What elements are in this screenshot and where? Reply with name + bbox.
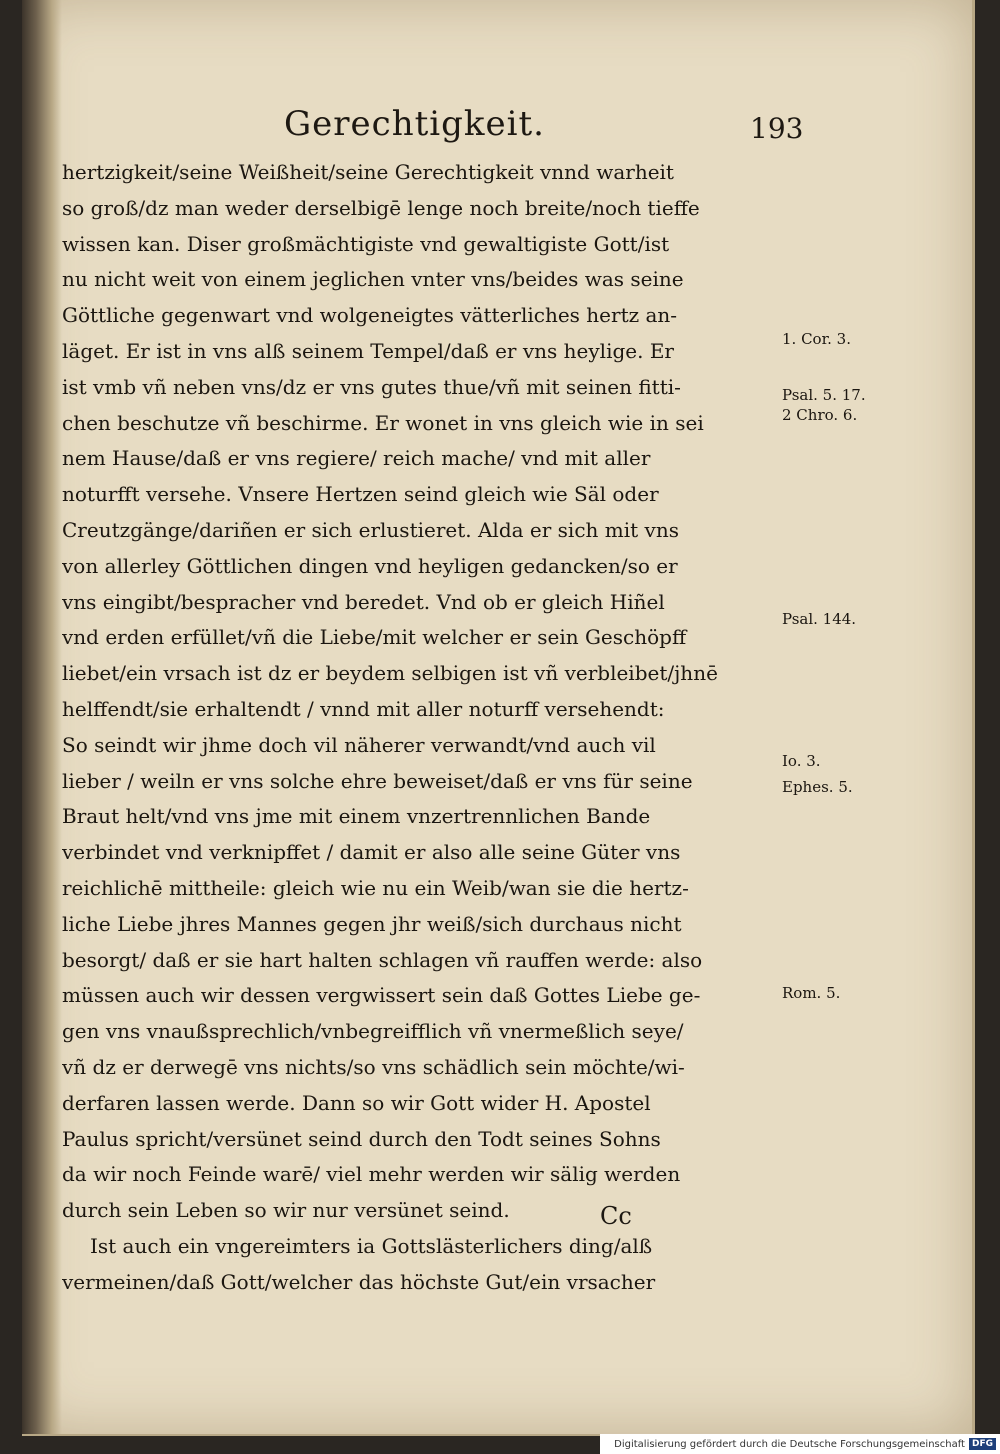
text-line: vermeinen/daß Gott/welcher das höchste Gut/ein vrsacher <box>62 1269 656 1294</box>
margin-note: Ephes. 5. <box>782 778 853 796</box>
text-line: durch sein Leben so wir nur versünet seind. <box>62 1198 510 1223</box>
text-line: gen vns vnaußsprechlich/vnbegreifflich vñ vnermeßlich seye/ <box>62 1019 684 1044</box>
text-line: nu nicht weit von einem jeglichen vnter vns/beides was seine <box>62 267 684 292</box>
margin-note: Io. 3. <box>782 752 821 770</box>
running-title: Gerechtigkeit. <box>284 104 545 144</box>
text-line: lieber / weiln er vns solche ehre beweiset/daß er vns für seine <box>62 768 693 793</box>
text-line: nem Hause/daß er vns regiere/ reich mache/ vnd mit aller <box>62 446 651 471</box>
margin-note: Rom. 5. <box>782 984 841 1002</box>
page-number: 193 <box>750 112 804 145</box>
text-line: ist vmb vñ neben vns/dz er vns gutes thue/vñ mit seinen fitti- <box>62 374 681 399</box>
text-line: vñ dz er derwegē vns nichts/so vns schädlich sein möchte/wi- <box>62 1054 685 1079</box>
text-line: besorgt/ daß er sie hart halten schlagen vñ rauffen werde: also <box>62 947 703 972</box>
text-line: derfaren lassen werde. Dann so wir Gott wider H. Apostel <box>62 1090 651 1115</box>
body-text <box>62 155 802 1301</box>
text-line: Paulus spricht/versünet seind durch den Todt seines Sohns <box>62 1126 661 1151</box>
text-line: so groß/dz man weder derselbigē lenge noch breite/noch tieffe <box>62 195 700 220</box>
text-line: noturfft versehe. Vnsere Hertzen seind gleich wie Säl oder <box>62 482 659 507</box>
text-line: vnd erden erfüllet/vñ die Liebe/mit welcher er sein Geschöpff <box>62 625 687 650</box>
book-spine <box>22 0 62 1434</box>
text-line: reichlichē mittheile: gleich wie nu ein Weib/wan sie die hertz- <box>62 875 689 900</box>
signature-mark: Cc <box>600 1202 632 1230</box>
text-line: vns eingibt/bespracher vnd beredet. Vnd ob er gleich Hiñel <box>62 589 665 614</box>
text-line: hertzigkeit/seine Weißheit/seine Gerechtigkeit vnnd warheit <box>62 160 674 184</box>
text-line: helffendt/sie erhaltendt / vnnd mit aller noturff versehendt: <box>62 696 665 721</box>
margin-note: 2 Chro. 6. <box>782 406 858 424</box>
text-line: wissen kan. Diser großmächtigiste vnd gewaltigiste Gott/ist <box>62 231 670 256</box>
text-line: Ist auch ein vngereimters ia Gottslästerlichers ding/alß <box>90 1233 653 1258</box>
footer-credit: Digitalisierung gefördert durch die Deutsche Forschungsgemeinschaft <box>614 1438 965 1450</box>
text-line: So seindt wir jhme doch vil näherer verwandt/vnd auch vil <box>62 732 656 757</box>
margin-note: 1. Cor. 3. <box>782 330 851 348</box>
text-line: von allerley Göttlichen dingen vnd heyligen gedancken/so er <box>62 553 678 578</box>
dfg-logo: DFG <box>969 1438 996 1450</box>
footer-bar <box>600 1434 1000 1454</box>
margin-note: Psal. 5. 17. <box>782 386 866 404</box>
text-line: liche Liebe jhres Mannes gegen jhr weiß/sich durchaus nicht <box>62 911 682 936</box>
text-line: Göttliche gegenwart vnd wolgeneigtes vätterliches hertz an- <box>62 303 678 328</box>
margin-note: Psal. 144. <box>782 610 857 628</box>
book-page <box>22 0 975 1436</box>
text-line: liebet/ein vrsach ist dz er beydem selbigen ist vñ verbleibet/jhnē <box>62 661 718 686</box>
text-line: läget. Er ist in vns alß seinem Tempel/daß er vns heylige. Er <box>62 338 674 363</box>
text-line: Creutzgänge/dariñen er sich erlustieret. Alda er sich mit vns <box>62 517 679 542</box>
text-line: chen beschutze vñ beschirme. Er wonet in vns gleich wie in sei <box>62 410 704 435</box>
text-line: müssen auch wir dessen vergwissert sein daß Gottes Liebe ge- <box>62 983 701 1008</box>
text-line: verbindet vnd verknipffet / damit er also alle seine Güter vns <box>62 840 681 865</box>
text-line: da wir noch Feinde warē/ viel mehr werden wir sälig werden <box>62 1162 681 1187</box>
text-line: Braut helt/vnd vns jme mit einem vnzertrennlichen Bande <box>62 804 651 829</box>
